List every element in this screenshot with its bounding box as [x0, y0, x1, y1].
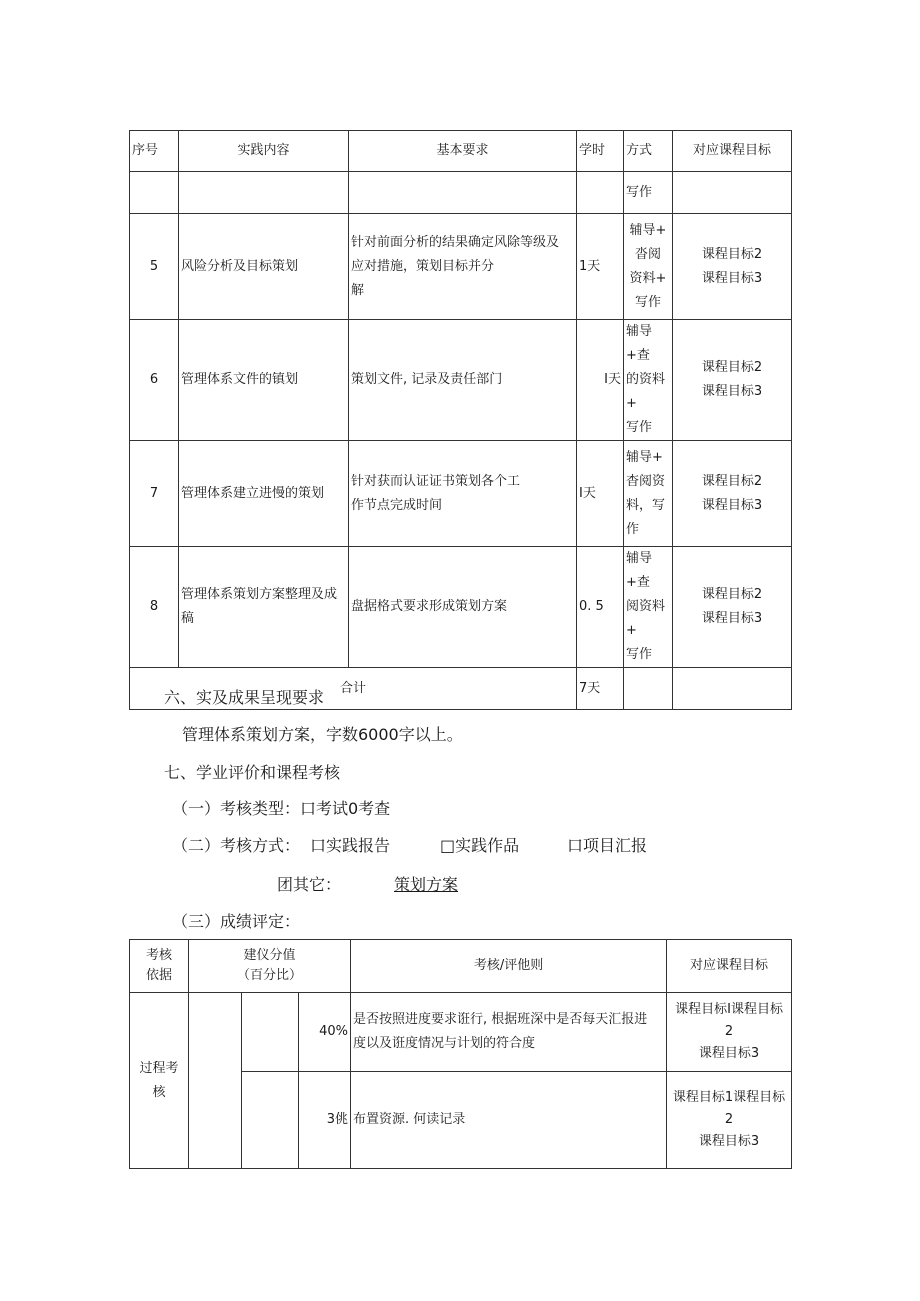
header-method: 方式 — [624, 131, 673, 172]
table-row — [130, 320, 792, 441]
assessment-table — [129, 939, 792, 1169]
assessment-header-row — [130, 940, 792, 993]
row-requirement: 策划文件, 记录及责任部门 — [349, 320, 577, 441]
row-content: 管理体系策划方案整理及成稿 — [179, 547, 349, 668]
row-hours: 0. 5 — [577, 547, 624, 668]
row-method: 辅导+ 杳阅资 料，写 作 — [624, 441, 673, 547]
option-project-report: 口项目汇报 — [567, 836, 648, 855]
table-row — [130, 441, 792, 547]
row-goals: 课程目标I课程目标 2 课程目标3 — [667, 993, 792, 1072]
basis-process: 过程考 核 — [130, 993, 189, 1169]
other-value: 策划方案 — [394, 875, 459, 894]
row-percent: 40% — [299, 993, 351, 1072]
other-label: 团其它： — [277, 875, 342, 894]
practice-table — [129, 130, 792, 710]
header-no: 序号 — [130, 131, 179, 172]
row-hours: 1天 — [577, 214, 624, 320]
table-row — [130, 547, 792, 668]
header-goals: 对应课程目标 — [667, 940, 792, 993]
header-hours: 学时 — [577, 131, 624, 172]
row-no: 6 — [130, 320, 179, 441]
assessment-method-label: （二）考核方式： — [172, 836, 301, 855]
option-practice-work: □实践作品 — [440, 836, 520, 855]
table-header-row — [130, 131, 792, 172]
section-6-title: 六、实及成果呈现要求 — [164, 688, 325, 707]
row-hours: I天 — [577, 320, 624, 441]
row-no: 5 — [130, 214, 179, 320]
table-row — [130, 993, 792, 1072]
row-content: 管理体系文件的镇划 — [179, 320, 349, 441]
row-content: 管理体系建立进慢的策划 — [179, 441, 349, 547]
section-6-body: 管理体系策划方案，字数6000字以上。 — [182, 725, 463, 744]
row-goals: 课程目标2 课程目标3 — [673, 320, 792, 441]
header-content: 实践内容 — [179, 131, 349, 172]
row-goals: 课程目标1课程目标 2 课程目标3 — [667, 1072, 792, 1169]
header-requirement: 基本要求 — [349, 131, 577, 172]
row-goals: 课程目标2 课程目标3 — [673, 547, 792, 668]
row-method: 辅导+查 阅资料+ 写作 — [624, 547, 673, 668]
row-goals: 课程目标2 课程目标3 — [673, 441, 792, 547]
grade-evaluation-title: （三）成绩评定： — [172, 912, 301, 931]
row-goals: 课程目标2 课程目标3 — [673, 214, 792, 320]
row-rule: 布置资源. 何读记录 — [351, 1072, 667, 1169]
row-requirement: 针对前面分析的结果确定风除等级及 应对措施，策划目标并分 解 — [349, 214, 577, 320]
total-hours: 7天 — [577, 668, 624, 710]
section-7-title: 七、学业评价和课程考核 — [164, 763, 341, 782]
assessment-type: （一）考核类型：口考试0考查 — [172, 799, 391, 818]
row-method: 辅导+ 沓阅 资料+ 写作 — [624, 214, 673, 320]
row-method: 写作 — [624, 172, 673, 214]
row-content: 风险分析及目标策划 — [179, 214, 349, 320]
header-rules: 考核/评他则 — [351, 940, 667, 993]
total-label: 合计 — [130, 668, 577, 710]
table-row — [130, 214, 792, 320]
header-score: 建仪分值 （百分比） — [189, 940, 351, 993]
row-no: 7 — [130, 441, 179, 547]
header-goals: 对应课程目标 — [673, 131, 792, 172]
row-hours: I天 — [577, 441, 624, 547]
row-requirement: 盘据格式要求形成策划方案 — [349, 547, 577, 668]
table-row — [130, 172, 792, 214]
row-no: 8 — [130, 547, 179, 668]
row-method: 辅导+查 的资料+ 写作 — [624, 320, 673, 441]
header-basis: 考核 依据 — [130, 940, 189, 993]
row-rule: 是否按照进度要求诳行, 根据班深中是否每天汇报进 度以及诳度情况与计划的符合度 — [351, 993, 667, 1072]
row-percent: 3佻 — [299, 1072, 351, 1169]
option-practice-report: 口实践报告 — [310, 836, 391, 855]
row-requirement: 针对获而认证证书策划各个工 作节点完成时间 — [349, 441, 577, 547]
